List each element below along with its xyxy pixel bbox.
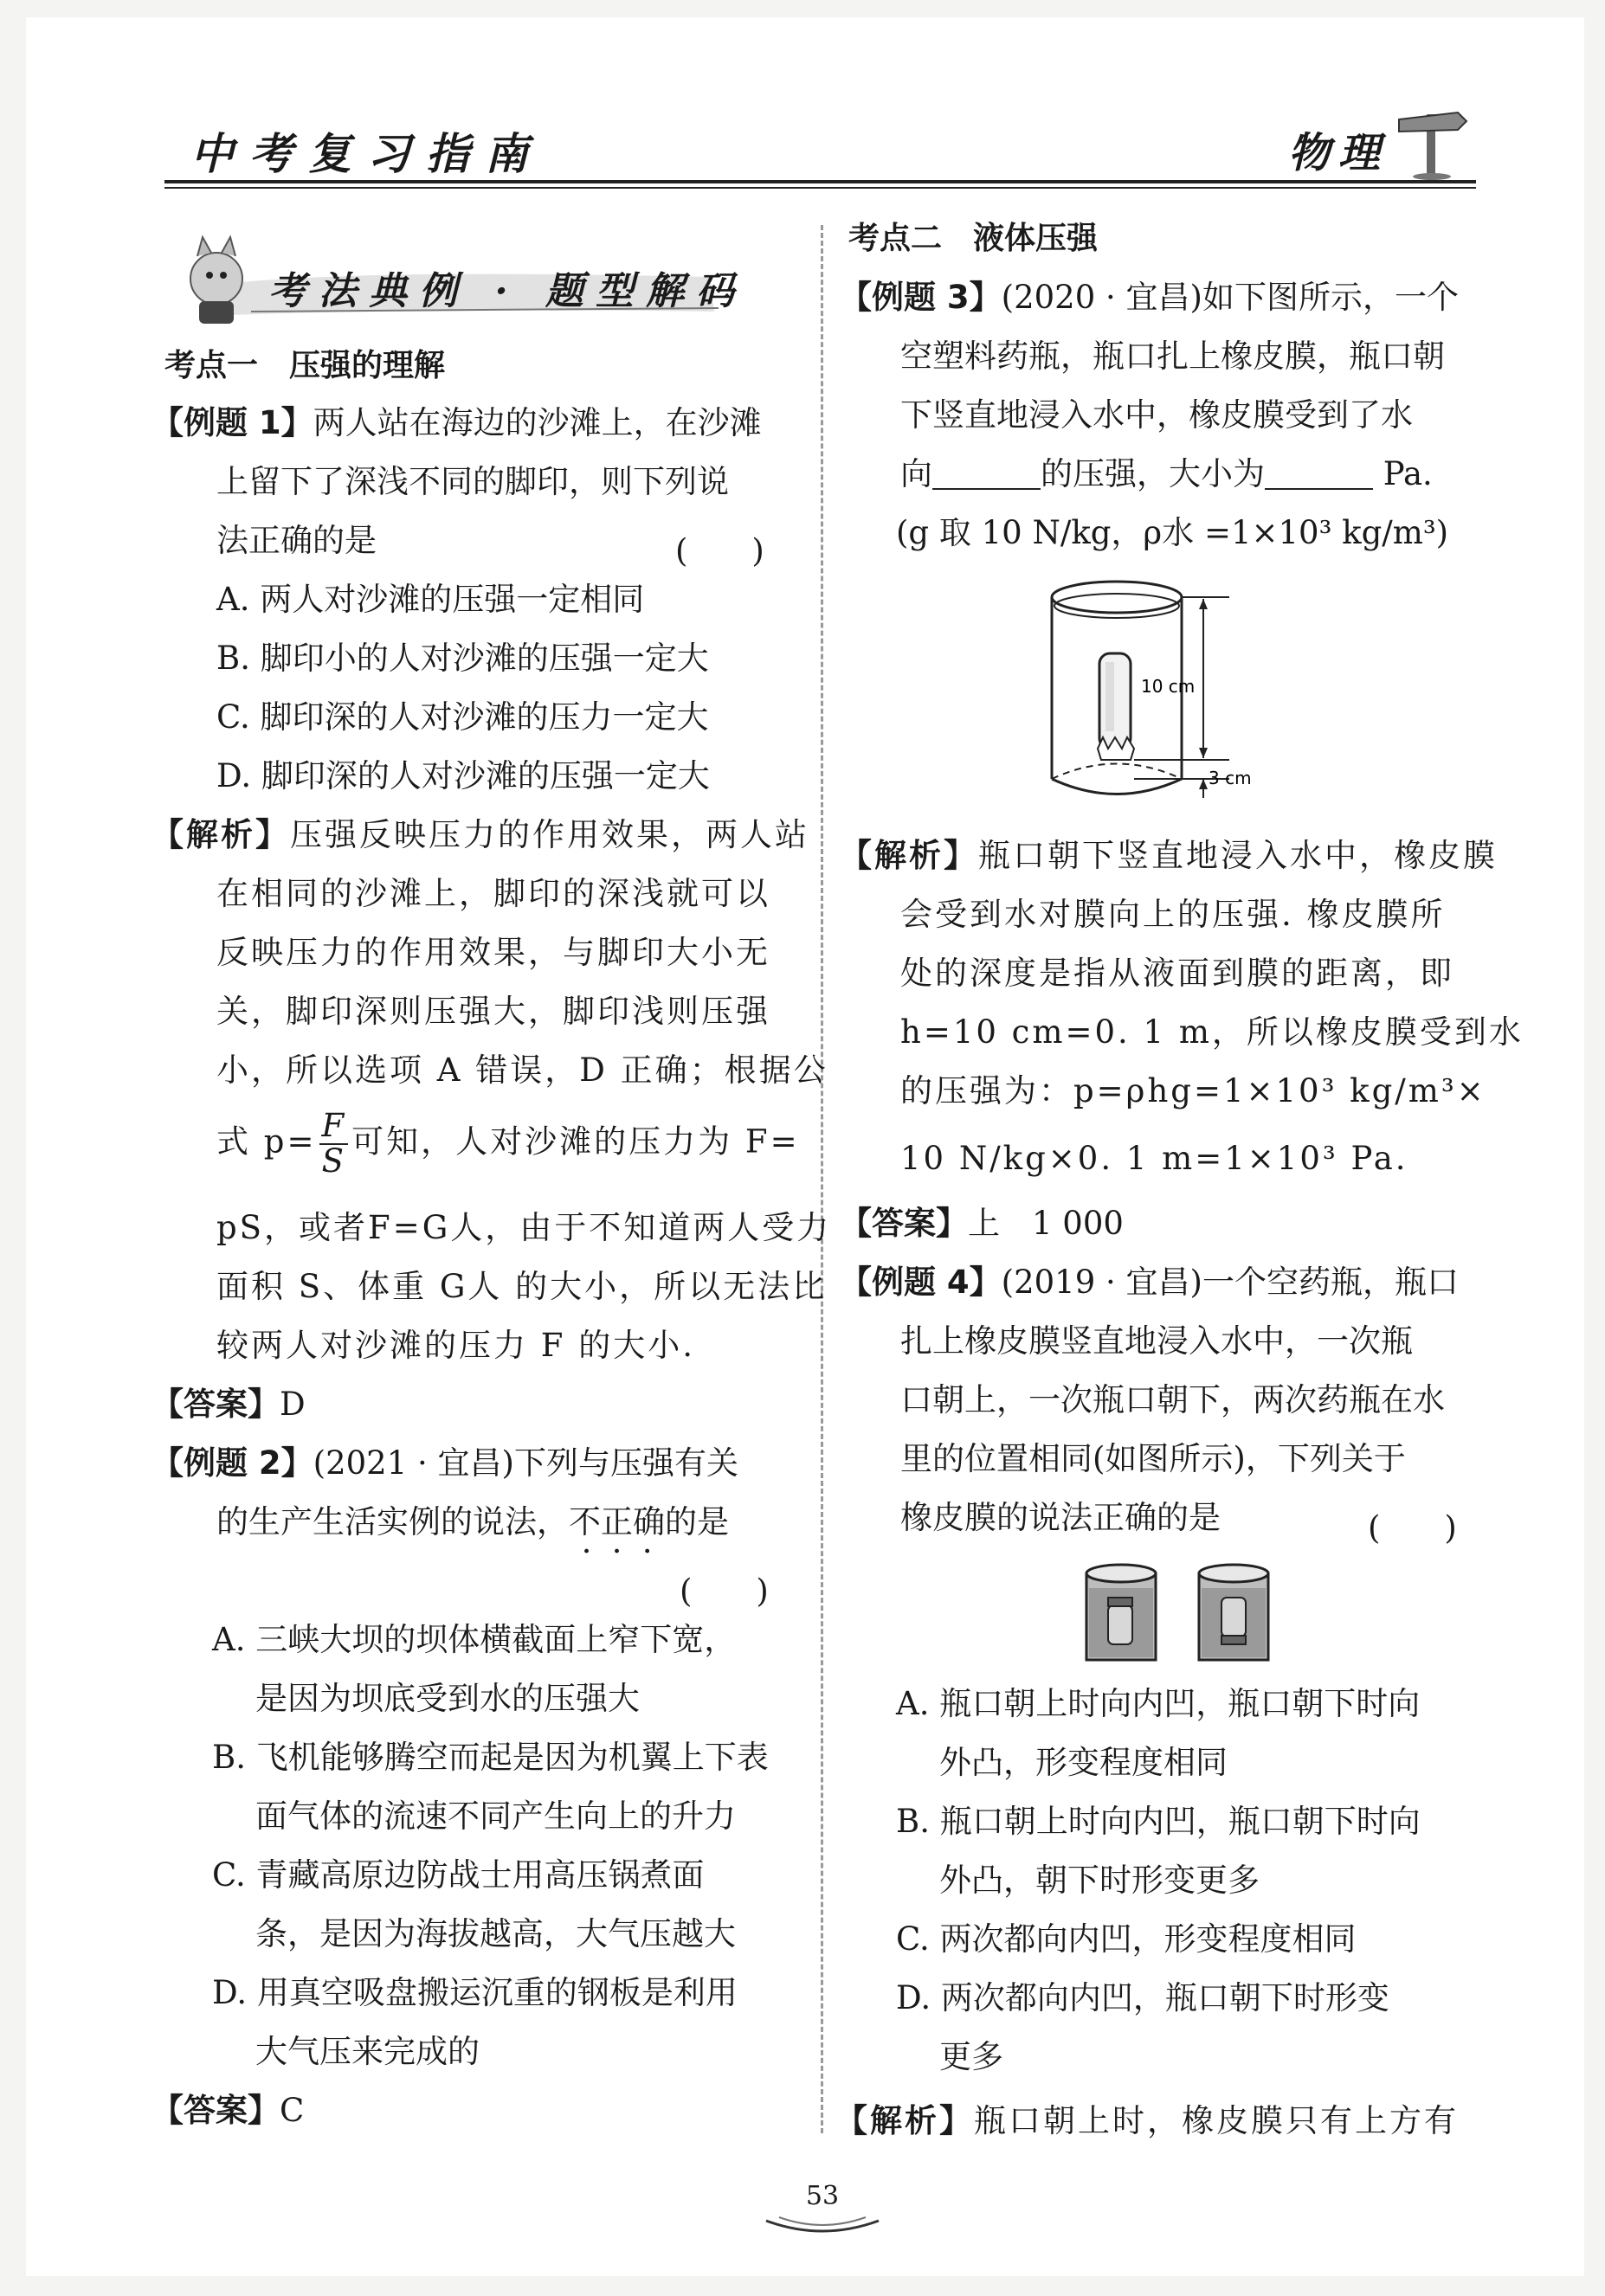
analysis3-tag: 【解析】 [840, 837, 978, 874]
example4-line1 [840, 1264, 1459, 1301]
analysis3-line6: 10 N/kg×0. 1 m=1×10³ Pa. [900, 1140, 1408, 1177]
example4-answer-paren: ( ) [1368, 1509, 1457, 1547]
answer2-value: C [280, 2092, 305, 2129]
example2-option-b1: B. 飞机能够腾空而起是因为机翼上下表 [212, 1739, 769, 1776]
example4-option-d2: 更多 [939, 2038, 1003, 2075]
example2-tag: 【例题 2】 [151, 1444, 313, 1482]
bottle-figure [1047, 571, 1273, 814]
example1-tag: 【例题 1】 [151, 404, 313, 441]
analysis3-text1: 瓶口朝下竖直地浸入水中，橡皮膜 [978, 837, 1498, 874]
example4-line3: 口朝上，一次瓶口朝下，两次药瓶在水 [900, 1381, 1445, 1418]
page-number: 53 [805, 2181, 840, 2211]
example1-line1 [151, 404, 762, 441]
example2-answer-paren: ( ) [680, 1572, 769, 1610]
example2-option-c2: 条，是因为海拔越高，大气压越大 [255, 1915, 736, 1952]
column-divider [821, 225, 823, 2133]
example3-line1 [840, 279, 1459, 316]
example4-option-a1: A. 瓶口朝上时向内凹，瓶口朝下时向 [896, 1685, 1421, 1722]
signpost-icon [1394, 102, 1472, 180]
example3-tag: 【例题 3】 [840, 279, 1002, 316]
analysis1-formula-pre: 式 p= [216, 1122, 317, 1161]
example1-option-a: A. 两人对沙滩的压强一定相同 [216, 581, 645, 618]
example1-option-b: B. 脚印小的人对沙滩的压强一定大 [216, 640, 709, 677]
example1-answer-paren: ( ) [675, 532, 764, 569]
example4-line4: 里的位置相同(如图所示)，下列关于 [900, 1440, 1406, 1477]
example1-line2: 上留下了深浅不同的脚印，则下列说 [216, 463, 729, 500]
answer3-value: 上 1 000 [968, 1205, 1124, 1242]
answer3-tag: 【答案】 [840, 1205, 968, 1242]
example3-line3: 下竖直地浸入水中，橡皮膜受到了水 [900, 396, 1413, 434]
example2-option-a2: 是因为坝底受到水的压强大 [255, 1680, 640, 1717]
example1-line3: 法正确的是 [216, 522, 377, 559]
analysis4-text1: 瓶口朝上时，橡皮膜只有上方有 [974, 2102, 1459, 2139]
analysis4-line1 [835, 2102, 1459, 2139]
example2-option-b2: 面气体的流速不同产生向上的升力 [255, 1798, 736, 1835]
section2-title: 考点二 液体压强 [848, 221, 1099, 256]
example3-text4a: 向 [900, 455, 932, 492]
formula-fraction [319, 1109, 348, 1179]
banner-title: 考法典例 · 题型解码 [268, 269, 746, 313]
example3-line5: (g 取 10 N/kg，ρ水 =1×10³ kg/m³) [896, 514, 1449, 551]
page-number-decoration [762, 2214, 883, 2240]
answer2-tag: 【答案】 [151, 2092, 280, 2129]
fill-blank-1 [932, 462, 1041, 490]
fill-blank-2 [1265, 462, 1373, 490]
answer3-line [840, 1205, 1124, 1242]
analysis1-line6 [216, 1109, 800, 1179]
subject-title: 物理 [1288, 129, 1389, 177]
example2-option-a1: A. 三峡大坝的坝体横截面上窄下宽， [212, 1621, 737, 1658]
analysis3-line3: 处的深度是指从液面到膜的距离，即 [900, 955, 1454, 992]
example4-option-b1: B. 瓶口朝上时向内凹，瓶口朝下时向 [896, 1803, 1421, 1840]
fraction-numerator: F [321, 1107, 347, 1144]
analysis1-line3: 反映压力的作用效果，与脚印大小无 [216, 934, 770, 971]
header-rule-thin [164, 187, 1476, 189]
example3-line4 [900, 455, 1433, 492]
example4-tag: 【例题 4】 [840, 1264, 1002, 1301]
example2-option-d1: D. 用真空吸盘搬运沉重的钢板是利用 [212, 1974, 738, 2011]
answer1-tag: 【答案】 [151, 1386, 280, 1423]
example3-line2: 空塑料药瓶，瓶口扎上橡皮膜，瓶口朝 [900, 338, 1445, 375]
example2-text1: (2021 · 宜昌)下列与压强有关 [313, 1444, 738, 1482]
analysis4-tag: 【解析】 [835, 2102, 974, 2139]
analysis3-line2: 会受到水对膜向上的压强. 橡皮膜所 [900, 896, 1446, 933]
example4-option-c: C. 两次都向内凹，形变程度相同 [896, 1920, 1357, 1958]
analysis1-formula-post: 可知，人对沙滩的压力为 F= [351, 1122, 800, 1161]
emphasis-dots: · · · [583, 1539, 652, 1565]
analysis3-line5: 的压强为：p=ρhg=1×10³ kg/m³× [900, 1072, 1486, 1109]
example4-text1: (2019 · 宜昌)一个空药瓶，瓶口 [1001, 1264, 1459, 1301]
example1-option-c: C. 脚印深的人对沙滩的压力一定大 [216, 698, 709, 736]
analysis1-line2: 在相同的沙滩上，脚印的深浅就可以 [216, 875, 770, 912]
analysis1-tag: 【解析】 [151, 816, 290, 853]
example4-option-d1: D. 两次都向内凹，瓶口朝下时形变 [896, 1979, 1389, 2016]
analysis1-line7: pS，或者F=G人，由于不知道两人受力 [216, 1209, 832, 1246]
example4-line2: 扎上橡皮膜竖直地浸入水中，一次瓶 [900, 1322, 1413, 1360]
example3-text4b: 的压强，大小为 [1041, 455, 1265, 492]
figure-label-3cm: 3 cm [1209, 768, 1252, 788]
example2-line2: 的生产生活实例的说法，不正确的是 [216, 1503, 729, 1540]
answer1-line [151, 1386, 306, 1423]
section1-title: 考点一 压强的理解 [164, 348, 446, 383]
analysis3-line1 [840, 837, 1498, 874]
example4-line5: 橡皮膜的说法正确的是 [900, 1499, 1221, 1536]
book-title: 中考复习指南 [190, 128, 544, 179]
example1-option-d: D. 脚印深的人对沙滩的压强一定大 [216, 757, 710, 794]
answer1-value: D [280, 1386, 306, 1423]
example2-option-d2: 大气压来完成的 [255, 2033, 480, 2070]
figure-label-10cm: 10 cm [1141, 676, 1196, 697]
section-banner [173, 225, 746, 329]
two-bottles-figure [1082, 1558, 1290, 1670]
header-rule [164, 180, 1476, 183]
page [26, 17, 1584, 2276]
example4-option-b2: 外凸，朝下时形变更多 [939, 1862, 1260, 1899]
analysis1-text1: 压强反映压力的作用效果，两人站 [290, 816, 809, 853]
answer2-line [151, 2092, 305, 2129]
example4-option-a2: 外凸，形变程度相同 [939, 1744, 1228, 1781]
analysis1-line4: 关，脚印深则压强大，脚印浅则压强 [216, 993, 770, 1030]
analysis1-line8: 面积 S、体重 G人 的大小，所以无法比 [216, 1268, 828, 1305]
example1-text1: 两人站在海边的沙滩上，在沙滩 [313, 404, 762, 441]
example3-text1: (2020 · 宜昌)如下图所示，一个 [1001, 279, 1459, 316]
analysis3-line4: h=10 cm=0. 1 m，所以橡皮膜受到水 [900, 1013, 1524, 1051]
example3-text4c: Pa. [1383, 455, 1433, 492]
example2-line1 [151, 1444, 738, 1482]
example2-option-c1: C. 青藏高原边防战士用高压锅煮面 [212, 1856, 705, 1894]
analysis1-line1 [151, 816, 809, 853]
analysis1-line9: 较两人对沙滩的压力 F 的大小. [216, 1327, 695, 1364]
analysis1-line5: 小，所以选项 A 错误，D 正确；根据公 [216, 1052, 828, 1089]
fraction-denominator: S [321, 1142, 346, 1180]
